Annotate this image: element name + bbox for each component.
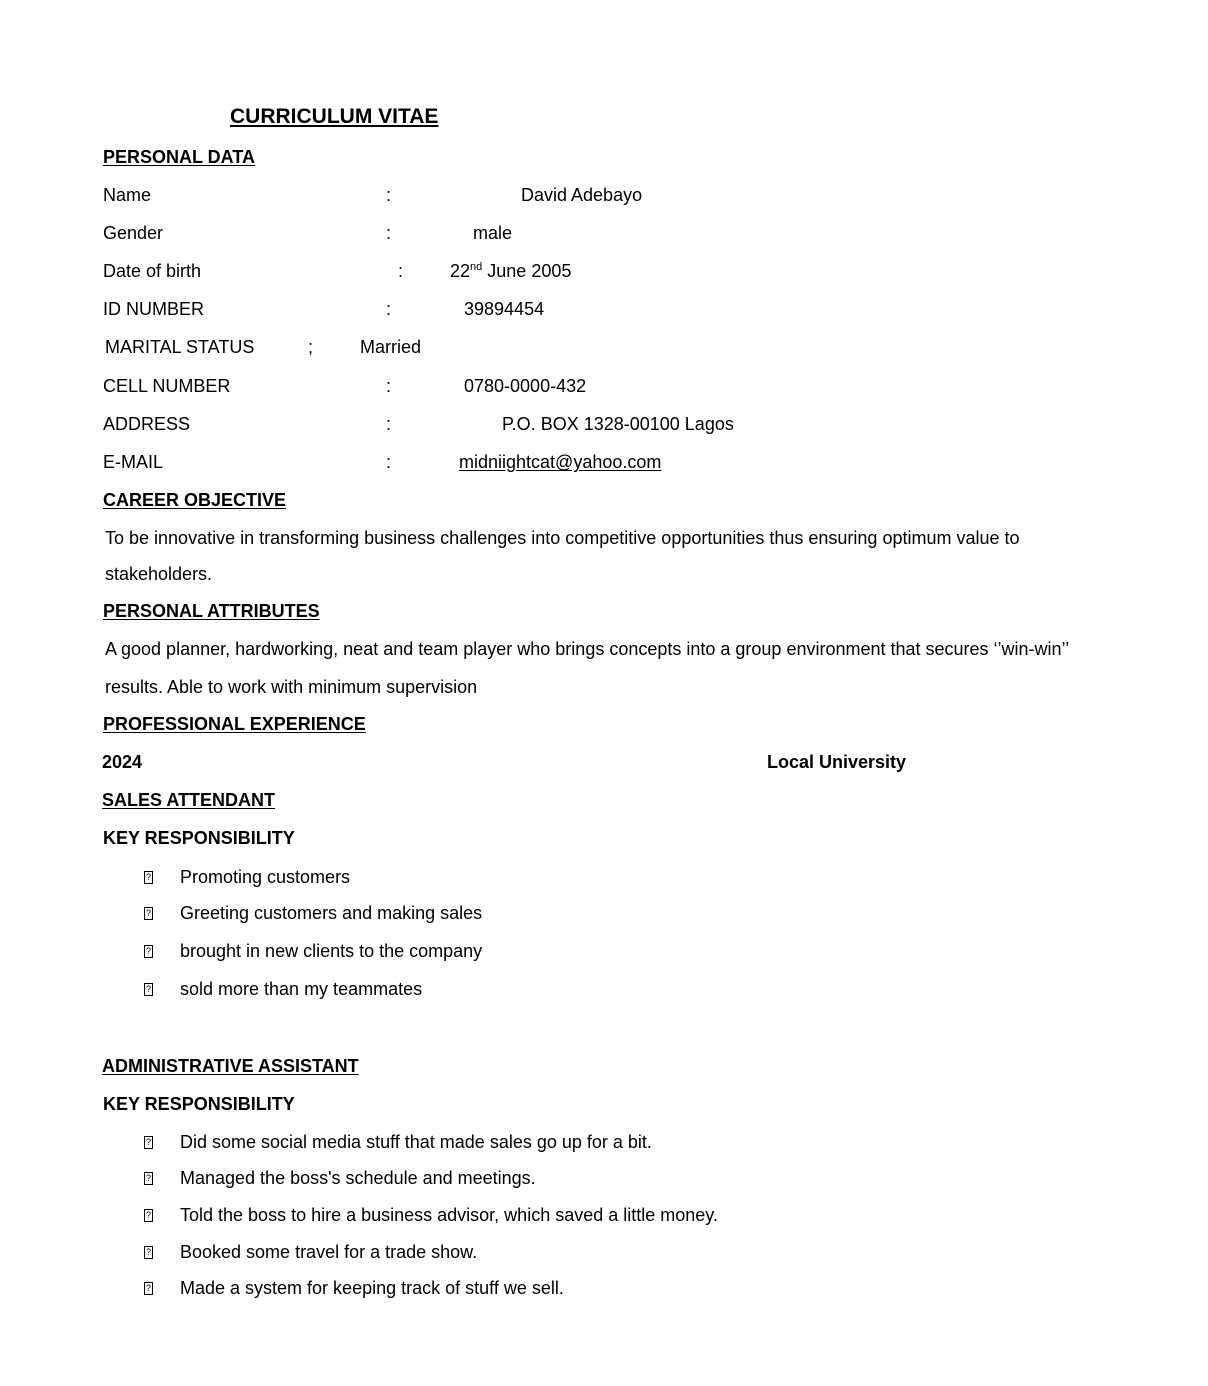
email-separator: : [386, 452, 392, 472]
bullet-icon: ? [145, 946, 151, 956]
cell-number-label: CELL NUMBER [103, 376, 231, 396]
name-value: David Adebayo [521, 185, 643, 205]
cell-number-value: 0780-0000-432 [464, 376, 587, 396]
address-separator: : [386, 414, 392, 434]
id-number-value: 39894454 [464, 299, 545, 319]
email-label: E-MAIL [103, 452, 164, 472]
gender-value: male [473, 223, 513, 243]
job-title-administrative-assistant: ADMINISTRATIVE ASSISTANT [102, 1056, 359, 1076]
list-item: Did some social media stuff that made sales go up for a bit. [180, 1132, 652, 1152]
personal-attributes-line-1: A good planner, hardworking, neat and team player who brings concepts into a group environment that secures ‘’win-win’’ [105, 639, 1070, 659]
bullet-icon: ? [145, 1247, 151, 1257]
name-label: Name [103, 185, 152, 205]
bullet-icon: ? [145, 1283, 151, 1293]
dob-value: 22nd June 2005 [450, 261, 572, 281]
job-title-sales-attendant: SALES ATTENDANT [102, 790, 275, 810]
experience-year: 2024 [102, 752, 143, 772]
marital-status-separator: ; [308, 337, 314, 357]
key-responsibility-heading: KEY RESPONSIBILITY [103, 828, 295, 848]
list-item: sold more than my teammates [180, 979, 423, 999]
personal-data-heading: PERSONAL DATA [103, 147, 256, 167]
address-label: ADDRESS [103, 414, 191, 434]
list-item: Made a system for keeping track of stuff we sell. [180, 1278, 564, 1298]
list-item: Managed the boss's schedule and meetings. [180, 1168, 536, 1188]
name-separator: : [386, 185, 392, 205]
bullet-icon: ? [145, 872, 151, 882]
bullet-icon: ? [145, 908, 151, 918]
gender-separator: : [386, 223, 392, 243]
page-title: CURRICULUM VITAE [230, 105, 439, 128]
cell-number-separator: : [386, 376, 392, 396]
career-objective-line-2: stakeholders. [105, 564, 213, 584]
list-item: Promoting customers [180, 867, 351, 887]
personal-attributes-line-2: results. Able to work with minimum supervision [105, 677, 478, 697]
dob-separator: : [398, 261, 404, 281]
id-number-label: ID NUMBER [103, 299, 205, 319]
address-value: P.O. BOX 1328-00100 Lagos [502, 414, 734, 434]
career-objective-heading: CAREER OBJECTIVE [103, 490, 287, 510]
list-item: Greeting customers and making sales [180, 903, 483, 923]
bullet-icon: ? [145, 1210, 151, 1220]
list-item: Booked some travel for a trade show. [180, 1242, 478, 1262]
personal-attributes-heading: PERSONAL ATTRIBUTES [103, 601, 320, 621]
marital-status-value: Married [360, 337, 422, 357]
bullet-icon: ? [145, 984, 151, 994]
email-link[interactable]: midniightcat@yahoo.com [459, 452, 662, 472]
experience-employer: Local University [767, 752, 907, 772]
marital-status-label: MARITAL STATUS [105, 337, 255, 357]
bullet-icon: ? [145, 1137, 151, 1147]
list-item: Told the boss to hire a business advisor, which saved a little money. [180, 1205, 718, 1225]
bullet-icon: ? [145, 1173, 151, 1183]
professional-experience-heading: PROFESSIONAL EXPERIENCE [103, 714, 366, 734]
id-number-separator: : [386, 299, 392, 319]
list-item: brought in new clients to the company [180, 941, 483, 961]
career-objective-line-1: To be innovative in transforming business challenges into competitive opportunities thus ensuring optimum value to [105, 528, 1020, 548]
dob-label: Date of birth [103, 261, 202, 281]
key-responsibility-heading: KEY RESPONSIBILITY [103, 1094, 295, 1114]
gender-label: Gender [103, 223, 164, 243]
